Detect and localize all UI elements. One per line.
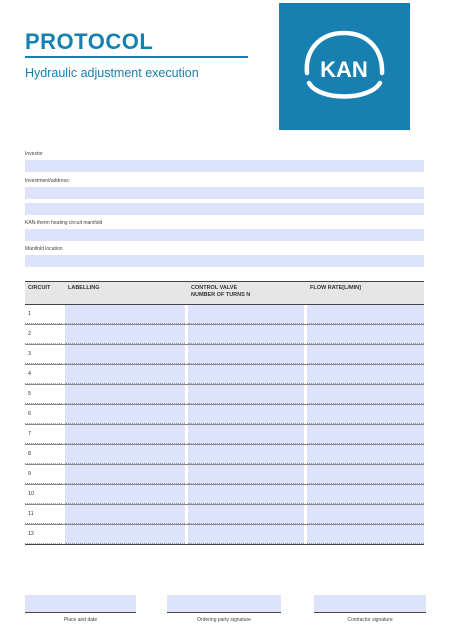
flow-rate-cell[interactable]	[307, 425, 424, 444]
contractor-signature-field[interactable]	[314, 595, 426, 613]
investor-label: Investor	[25, 151, 43, 157]
flow-rate-cell[interactable]	[307, 345, 424, 364]
table-row	[25, 385, 424, 405]
ordering-party-signature-field[interactable]	[167, 595, 281, 613]
table-row	[25, 405, 424, 425]
header-labelling: LABELLING	[68, 285, 100, 291]
labelling-cell[interactable]	[65, 525, 185, 544]
table-row	[25, 305, 424, 325]
flow-rate-cell[interactable]	[307, 525, 424, 544]
labelling-cell[interactable]	[65, 405, 185, 424]
circuit-number: 8	[25, 445, 62, 464]
logo-text: KAN	[320, 57, 368, 82]
circuit-number: 6	[25, 405, 62, 424]
table-row	[25, 345, 424, 365]
flow-rate-cell[interactable]	[307, 465, 424, 484]
table-row	[25, 485, 424, 505]
manifold-label: KAN-therm heating circuit manifold	[25, 220, 103, 226]
valve-turns-cell[interactable]	[188, 465, 304, 484]
circuit-number: 5	[25, 385, 62, 404]
flow-rate-cell[interactable]	[307, 445, 424, 464]
table-row	[25, 505, 424, 525]
manifold-location-label: Manifold location	[25, 246, 63, 252]
header-control-valve: CONTROL VALVE NUMBER OF TURNS N	[191, 285, 251, 298]
circuit-table	[25, 281, 424, 545]
table-row	[25, 525, 424, 544]
valve-turns-cell[interactable]	[188, 425, 304, 444]
valve-turns-cell[interactable]	[188, 385, 304, 404]
labelling-cell[interactable]	[65, 465, 185, 484]
investment-address-field-2[interactable]	[25, 203, 424, 215]
valve-turns-cell[interactable]	[188, 445, 304, 464]
manifold-field[interactable]	[25, 229, 424, 241]
table-row	[25, 425, 424, 445]
place-date-label: Place and date	[63, 617, 98, 623]
ordering-party-signature-label: Ordering party signature	[197, 617, 251, 623]
kan-logo	[279, 3, 410, 130]
contractor-signature-label: Contractor signature	[347, 617, 393, 623]
flow-rate-cell[interactable]	[307, 385, 424, 404]
flow-rate-cell[interactable]	[307, 325, 424, 344]
valve-turns-cell[interactable]	[188, 305, 304, 324]
table-row	[25, 325, 424, 345]
labelling-cell[interactable]	[65, 365, 185, 384]
flow-rate-cell[interactable]	[307, 365, 424, 384]
circuit-number: 9	[25, 465, 62, 484]
circuit-number: 1	[25, 305, 62, 324]
labelling-cell[interactable]	[65, 345, 185, 364]
flow-rate-cell[interactable]	[307, 405, 424, 424]
valve-turns-cell[interactable]	[188, 365, 304, 384]
flow-rate-cell[interactable]	[307, 305, 424, 324]
table-row	[25, 465, 424, 485]
flow-rate-cell[interactable]	[307, 485, 424, 504]
labelling-cell[interactable]	[65, 325, 185, 344]
valve-turns-cell[interactable]	[188, 485, 304, 504]
manifold-location-field[interactable]	[25, 255, 424, 267]
page-subtitle: Hydraulic adjustment execution	[25, 66, 199, 80]
kan-logo-icon	[279, 3, 410, 130]
place-date-field[interactable]	[25, 595, 136, 613]
labelling-cell[interactable]	[65, 485, 185, 504]
labelling-cell[interactable]	[65, 505, 185, 524]
circuit-number: 2	[25, 325, 62, 344]
valve-turns-cell[interactable]	[188, 525, 304, 544]
table-row	[25, 365, 424, 385]
table-row	[25, 445, 424, 465]
circuit-number: 3	[25, 345, 62, 364]
flow-rate-cell[interactable]	[307, 505, 424, 524]
investment-address-label: Investment/address:	[25, 178, 71, 184]
title-underline	[25, 56, 248, 58]
labelling-cell[interactable]	[65, 305, 185, 324]
circuit-number: 4	[25, 365, 62, 384]
table-body	[25, 305, 424, 544]
labelling-cell[interactable]	[65, 425, 185, 444]
circuit-number: 10	[25, 485, 62, 504]
valve-turns-cell[interactable]	[188, 405, 304, 424]
header-flow-rate: FLOW RATE[L/MIN]	[310, 285, 361, 291]
table-header	[25, 282, 424, 305]
circuit-number: 7	[25, 425, 62, 444]
investment-address-field-1[interactable]	[25, 187, 424, 199]
valve-turns-cell[interactable]	[188, 325, 304, 344]
labelling-cell[interactable]	[65, 445, 185, 464]
header-circuit: CIRCUIT	[28, 285, 51, 291]
page-title: PROTOCOL	[25, 29, 154, 54]
circuit-number: 12	[25, 525, 62, 544]
labelling-cell[interactable]	[65, 385, 185, 404]
investor-field[interactable]	[25, 160, 424, 172]
valve-turns-cell[interactable]	[188, 345, 304, 364]
circuit-number: 11	[25, 505, 62, 524]
valve-turns-cell[interactable]	[188, 505, 304, 524]
